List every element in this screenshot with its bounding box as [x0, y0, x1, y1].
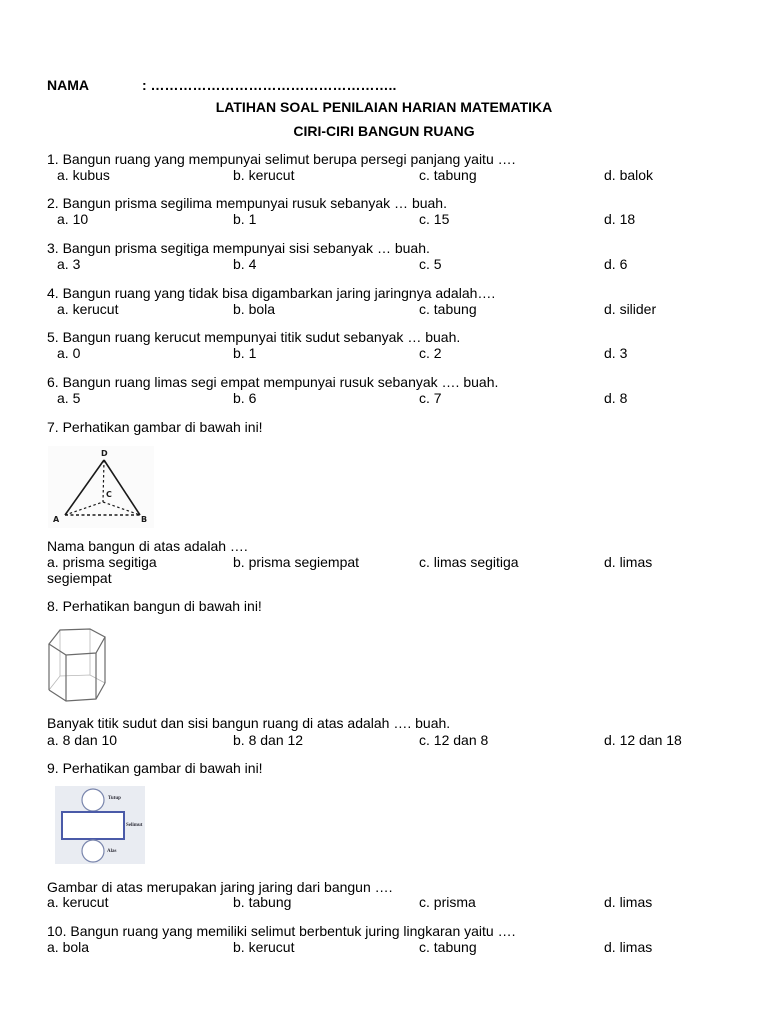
option-d: d. limas segiempat	[47, 554, 653, 586]
option-b: b. 6	[233, 390, 257, 406]
question-prompt: Nama bangun di atas adalah ….	[47, 538, 248, 554]
option-c: c. tabung	[419, 301, 477, 317]
question-text: 9. Perhatikan gambar di bawah ini!	[47, 760, 263, 776]
option-d: d. balok	[604, 167, 654, 183]
figure-background	[48, 446, 154, 528]
vertex-label-a: A	[53, 515, 60, 524]
option-d: d. 6	[604, 256, 628, 272]
answer-options	[0, 554, 768, 586]
answer-options	[0, 167, 768, 183]
option-c: c. prisma	[419, 894, 476, 910]
option-a: a. 0	[57, 345, 81, 361]
top-circle	[82, 789, 104, 811]
worksheet-subtitle: CIRI-CIRI BANGUN RUANG	[293, 123, 475, 139]
option-a: a. bola	[47, 939, 90, 955]
option-c: c. 12 dan 8	[419, 732, 489, 748]
option-d: d. 8	[604, 390, 628, 406]
vertex-label-c: C	[106, 490, 112, 499]
option-c: c. 15	[419, 211, 450, 227]
option-b: b. 8 dan 12	[233, 732, 304, 748]
option-a: a. 3	[57, 256, 81, 272]
option-b: b. bola	[233, 301, 276, 317]
answer-options	[0, 732, 768, 748]
question-7	[0, 419, 768, 586]
answer-options	[0, 301, 768, 317]
option-d: d. silider	[604, 301, 657, 317]
answer-options	[0, 390, 768, 406]
option-c: c. tabung	[419, 939, 477, 955]
lateral-rectangle	[62, 812, 124, 839]
question-text: 1. Bangun ruang yang mempunyai selimut berupa persegi panjang yaitu ….	[47, 151, 516, 167]
question-4	[0, 285, 768, 317]
question-prompt: Banyak titik sudut dan sisi bangun ruang di atas adalah …. buah.	[47, 715, 451, 731]
bottom-circle	[82, 840, 104, 862]
option-b: b. 4	[233, 256, 257, 272]
answer-options	[0, 256, 768, 272]
net-label-top: Tutup	[108, 796, 121, 801]
question-6	[0, 374, 768, 406]
option-b: b. 1	[233, 211, 257, 227]
question-8	[0, 598, 768, 748]
option-d: d. 18	[604, 211, 636, 227]
option-a: a. 8 dan 10	[47, 732, 118, 748]
answer-options	[0, 939, 768, 955]
question-9	[0, 760, 768, 910]
option-d: d. 12 dan 18	[604, 732, 682, 748]
option-c: c. tabung	[419, 167, 477, 183]
option-a: a. 5	[57, 390, 81, 406]
vertex-label-d: D	[101, 449, 108, 458]
option-b: b. kerucut	[233, 939, 295, 955]
option-a: a. 10	[57, 211, 89, 227]
option-d: d. limas	[604, 939, 653, 955]
question-10	[0, 923, 768, 955]
question-text: 3. Bangun prisma segitiga mempunyai sisi sebanyak … buah.	[47, 240, 430, 256]
vertex-label-b: B	[141, 515, 148, 524]
answer-options	[0, 345, 768, 361]
answer-options	[0, 211, 768, 227]
name-label: NAMA	[47, 77, 89, 93]
option-a: a. kerucut	[47, 894, 109, 910]
question-5	[0, 329, 768, 361]
answer-options	[0, 894, 768, 910]
question-text: 10. Bangun ruang yang memiliki selimut berbentuk juring lingkaran yaitu ….	[47, 923, 516, 939]
option-c: c. 2	[419, 345, 442, 361]
net-label-side: Selimut	[126, 823, 143, 828]
question-text: 8. Perhatikan bangun di bawah ini!	[47, 598, 262, 614]
option-b: b. 1	[233, 345, 257, 361]
hexagonal-prism-figure	[48, 628, 108, 704]
option-a: a. prisma segitiga	[47, 554, 157, 570]
top-face	[49, 629, 105, 655]
option-d: d. limas	[604, 894, 653, 910]
question-2	[0, 195, 768, 227]
question-1	[0, 151, 768, 183]
option-d: d. 3	[604, 345, 628, 361]
question-text: 6. Bangun ruang limas segi empat mempunyai rusuk sebanyak …. buah.	[47, 374, 499, 390]
option-b: b. prisma segiempat	[233, 554, 360, 570]
question-text: 5. Bangun ruang kerucut mempunyai titik sudut sebanyak … buah.	[47, 329, 461, 345]
cylinder-net-figure	[55, 786, 145, 864]
question-text: 2. Bangun prisma segilima mempunyai rusuk sebanyak … buah.	[47, 195, 447, 211]
question-text: 7. Perhatikan gambar di bawah ini!	[47, 419, 263, 435]
option-b: b. tabung	[233, 894, 292, 910]
question-3	[0, 240, 768, 272]
net-label-bottom: Alas	[107, 849, 117, 854]
name-blank: : ……………………………………………..	[142, 77, 397, 93]
option-c: c. 5	[419, 256, 442, 272]
question-text: 4. Bangun ruang yang tidak bisa digambarkan jaring jaringnya adalah….	[47, 285, 496, 301]
question-prompt: Gambar di atas merupakan jaring jaring dari bangun ….	[47, 879, 393, 895]
option-c: c. 7	[419, 390, 442, 406]
worksheet-title: LATIHAN SOAL PENILAIAN HARIAN MATEMATIKA	[215, 99, 553, 115]
option-c: c. limas segitiga	[419, 554, 519, 570]
option-a: a. kubus	[57, 167, 110, 183]
option-b: b. kerucut	[233, 167, 295, 183]
option-a: a. kerucut	[57, 301, 119, 317]
triangular-pyramid-figure	[48, 446, 154, 528]
